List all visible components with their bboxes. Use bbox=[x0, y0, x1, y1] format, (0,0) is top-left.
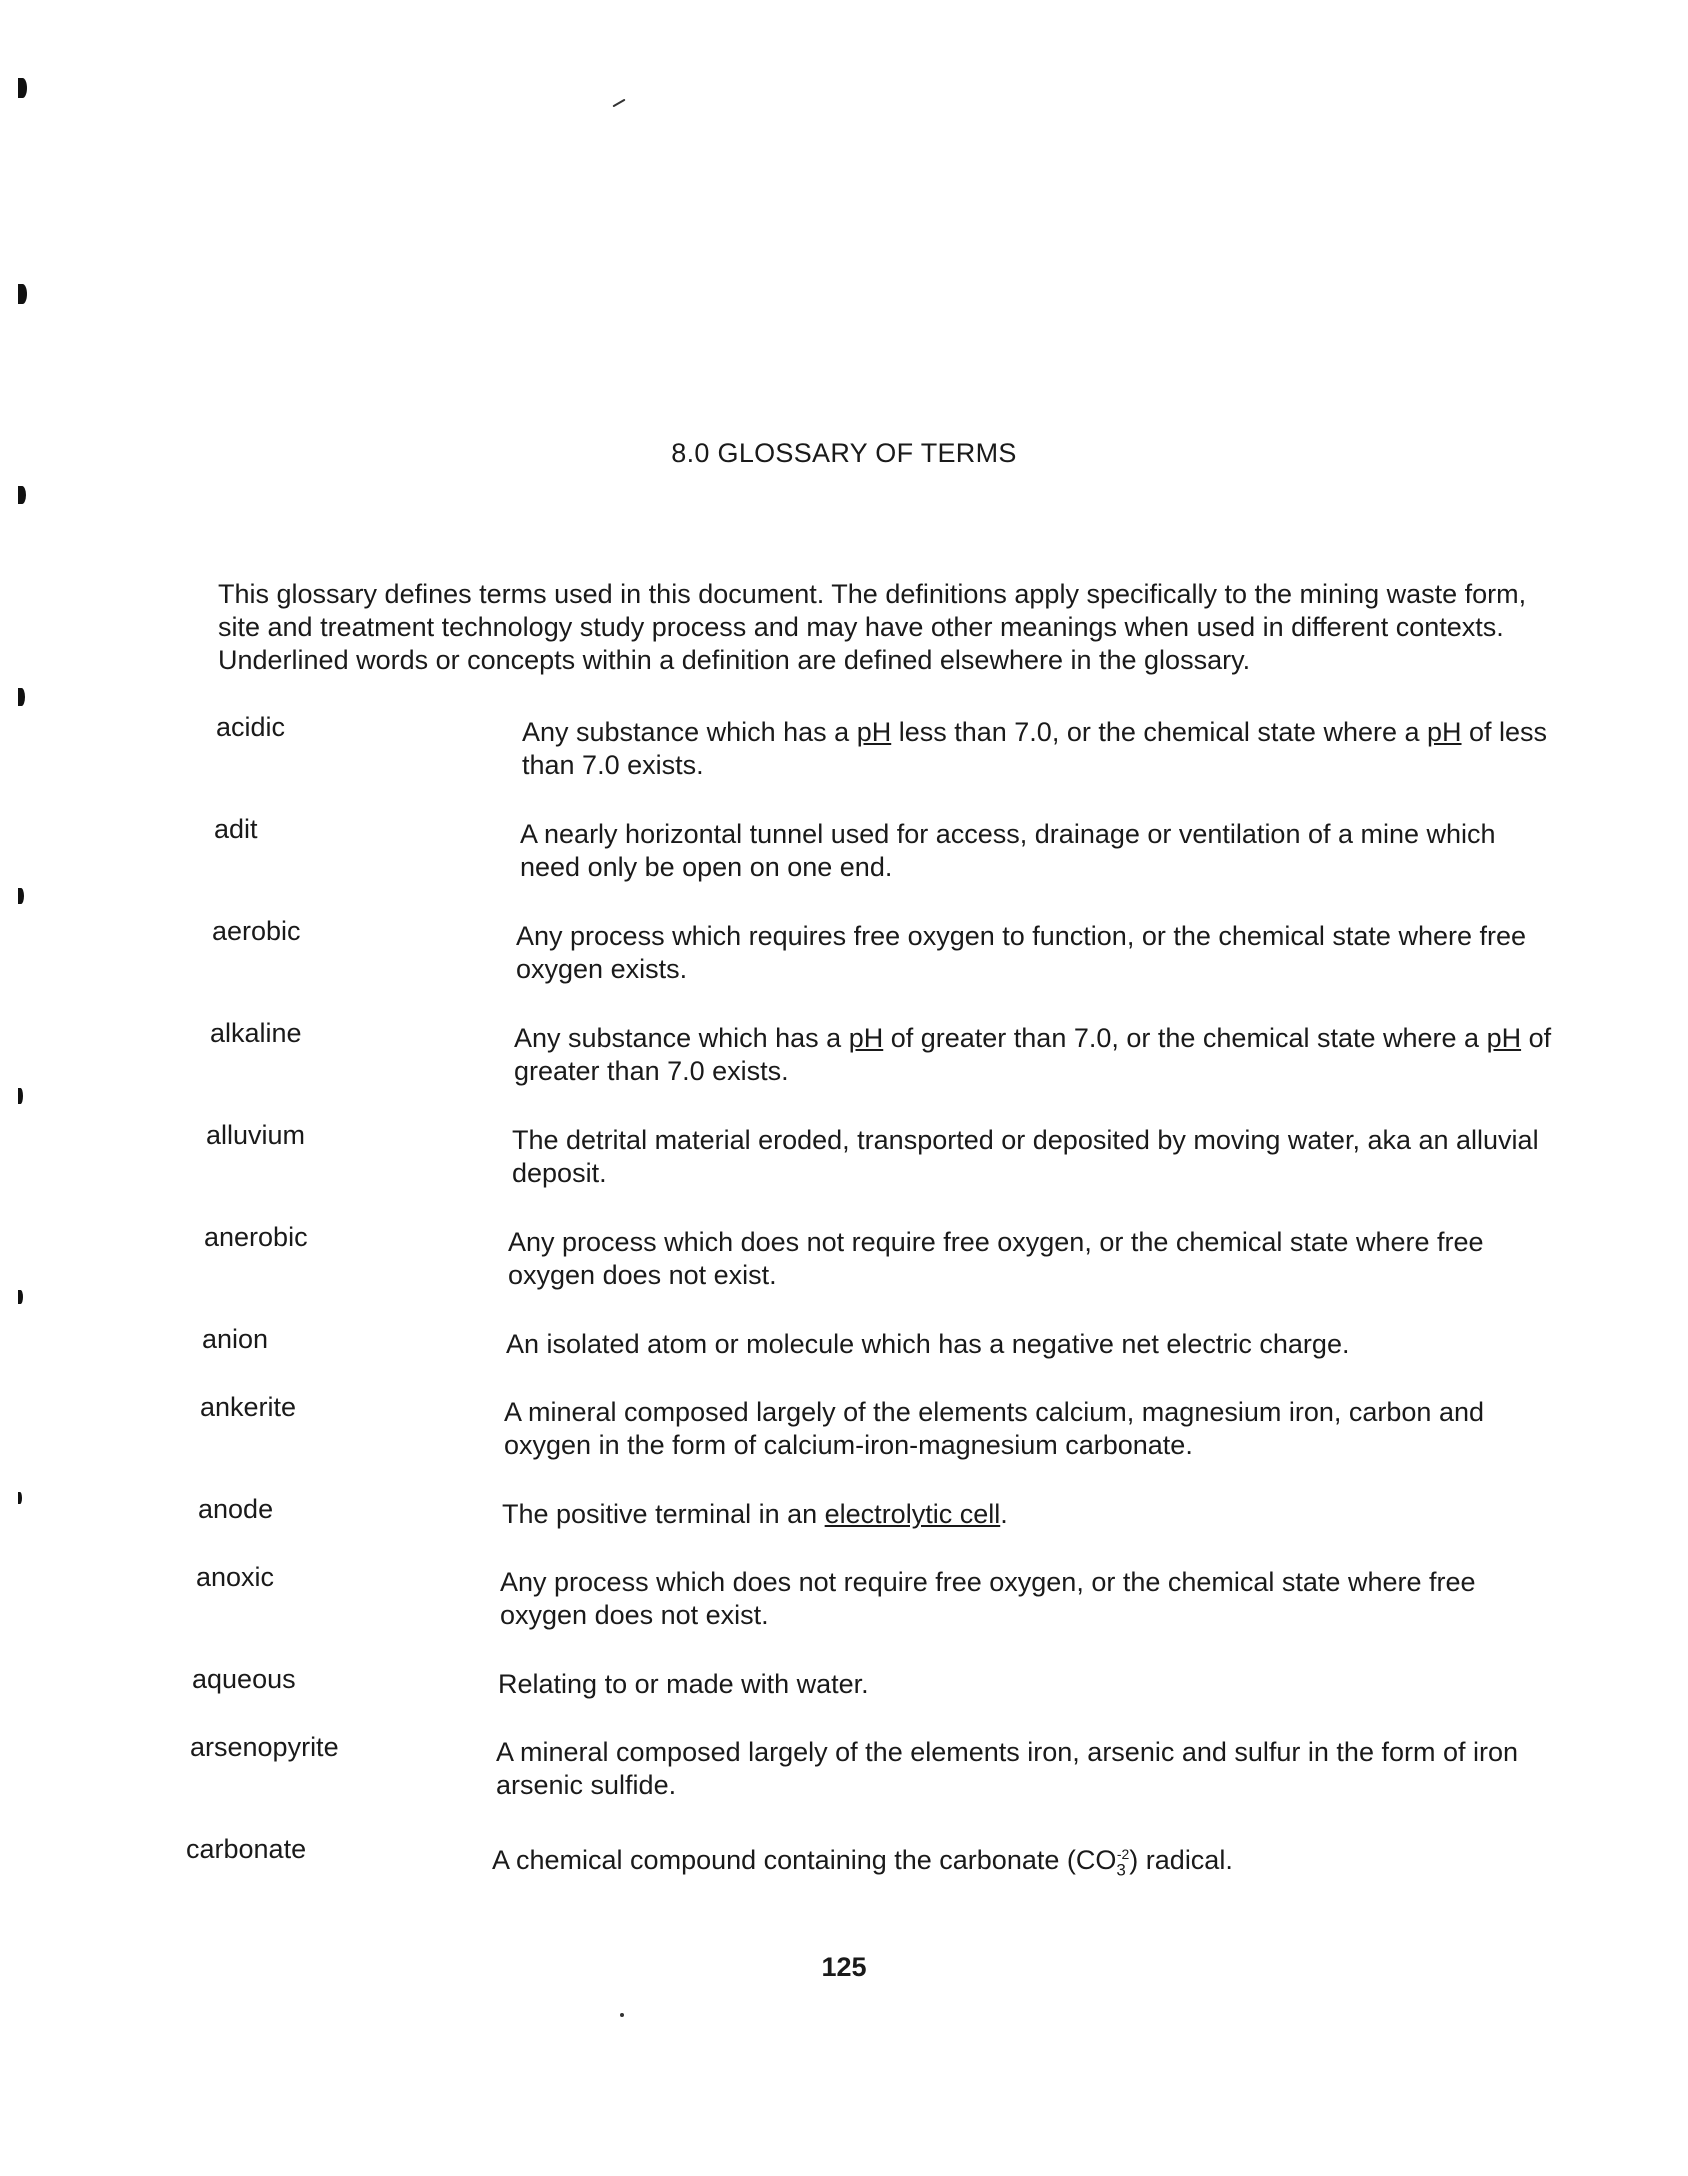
page-title: 8.0 GLOSSARY OF TERMS bbox=[671, 438, 1017, 468]
binding-mark bbox=[18, 1290, 23, 1304]
glossary-definition: An isolated atom or molecule which has a negative net electric charge. bbox=[506, 1329, 1350, 1359]
glossary-definition: Any substance which has a pH less than 7.0, or the chemical state where a pH of less than 7.0 exists. bbox=[522, 717, 1548, 780]
binding-mark bbox=[18, 888, 24, 904]
glossary-term: alkaline bbox=[210, 1018, 302, 1048]
glossary-definition: Relating to or made with water. bbox=[498, 1669, 869, 1699]
glossary-definition: A mineral composed largely of the elements calcium, magnesium iron, carbon and oxygen in the form of calcium-iron-magnesium carbonate. bbox=[504, 1397, 1484, 1460]
glossary-term: arsenopyrite bbox=[190, 1732, 339, 1762]
glossary-term: ankerite bbox=[200, 1392, 297, 1422]
scan-speck bbox=[612, 99, 625, 108]
glossary-definition: A chemical compound containing the carbonate $(CO_3^{-2})$ radical. bbox=[492, 1845, 1233, 1880]
glossary-definition: Any process which does not require free oxygen, or the chemical state where free oxygen does not exist. bbox=[508, 1227, 1484, 1290]
glossary-term: aerobic bbox=[212, 916, 301, 946]
glossary-term: anion bbox=[202, 1324, 269, 1354]
glossary-link[interactable]: pH bbox=[856, 717, 892, 747]
glossary-term: aqueous bbox=[192, 1664, 296, 1694]
page-number: 125 bbox=[821, 1952, 867, 1982]
glossary-term: acidic bbox=[216, 712, 286, 742]
binding-mark bbox=[18, 284, 27, 304]
glossary-definition: A nearly horizontal tunnel used for access, drainage or ventilation of a mine which need only be open on one end. bbox=[520, 819, 1496, 882]
glossary-term: adit bbox=[214, 814, 258, 844]
glossary-definition: The positive terminal in an electrolytic cell. bbox=[502, 1499, 1008, 1529]
binding-mark bbox=[18, 1492, 22, 1504]
glossary-link[interactable]: pH bbox=[1486, 1023, 1522, 1053]
glossary-link[interactable]: electrolytic cell bbox=[824, 1499, 1001, 1529]
glossary-intro: This glossary defines terms used in this document. The definitions apply specifically to the mining waste form, site and treatment technology study process and may have other meanings when used in different contexts. Underlined words or concepts within a definition are defined elsewhere in the glossary. bbox=[218, 579, 1527, 675]
scan-speck bbox=[620, 2013, 624, 2017]
glossary-term: alluvium bbox=[206, 1120, 306, 1150]
glossary-term: anerobic bbox=[204, 1222, 308, 1252]
binding-mark bbox=[18, 1088, 23, 1104]
glossary-term: anoxic bbox=[196, 1562, 275, 1592]
binding-mark bbox=[18, 688, 25, 706]
glossary-definition: Any substance which has a pH of greater than 7.0, or the chemical state where a pH of greater than 7.0 exists. bbox=[514, 1023, 1552, 1086]
glossary-term: anode bbox=[198, 1494, 274, 1524]
glossary-term: carbonate bbox=[186, 1834, 307, 1864]
glossary-definition: The detrital material eroded, transported or deposited by moving water, aka an alluvial deposit. bbox=[512, 1125, 1539, 1188]
glossary-link[interactable]: pH bbox=[848, 1023, 884, 1053]
glossary-link[interactable]: pH bbox=[1427, 717, 1462, 747]
binding-mark bbox=[18, 78, 27, 98]
glossary-definition: A mineral composed largely of the elements iron, arsenic and sulfur in the form of iron arsenic sulfide. bbox=[496, 1737, 1519, 1800]
glossary-definition: Any process which requires free oxygen to function, or the chemical state where free oxygen exists. bbox=[516, 921, 1527, 984]
binding-mark bbox=[18, 486, 26, 504]
glossary-definition: Any process which does not require free oxygen, or the chemical state where free oxygen does not exist. bbox=[500, 1567, 1476, 1630]
